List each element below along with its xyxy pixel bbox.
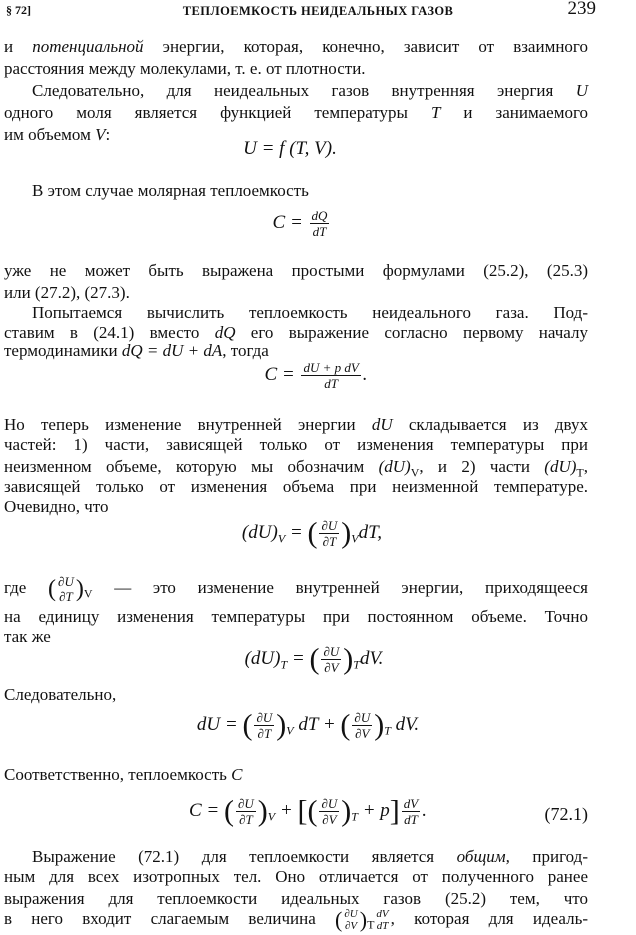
text-line: ным для всех изотропных тел. Оно отличается от полученного ранее	[4, 867, 588, 886]
text-line: выражения для теплоемкости идеальных газов (25.2) тем, что	[4, 889, 588, 908]
text-line: В этом случае молярная теплоемкость	[32, 181, 309, 200]
text-line: Выражение (72.1) для теплоемкости является общим, пригод-	[32, 847, 588, 866]
text-line: расстояния между молекулами, т. е. от плотности.	[4, 59, 366, 78]
page-number: 239	[567, 0, 596, 19]
text-line: и потенциальной энергии, которая, конечно, зависит от взаимного	[4, 37, 588, 56]
text-line: термодинамики dQ = dU + dA, тогда	[4, 341, 269, 360]
text-line: Соответственно, теплоемкость C	[4, 765, 243, 784]
equation-dU-V: $(dU)_V$ = ( $\frac{\partial U}{\partial T}$ )$_VdT$,	[241, 516, 383, 550]
equation-dU-total: dU = ( $\frac{\partial U}{\partial T}$ )$_V$ dT + ( $\frac{\partial U}{\partial V}$ )$_T$ dV.	[196, 708, 420, 742]
equation-heat-capacity: C = $\frac{\text{dU + p dV}}{dT}$ .	[264, 360, 368, 391]
running-title: ТЕПЛОЕМКОСТЬ НЕИДЕАЛЬНЫХ ГАЗОВ	[182, 4, 454, 18]
equation-molar-heat: C = $\frac{dQ}{dT}$	[272, 208, 328, 239]
section-marker: § 72]	[6, 3, 31, 17]
equation-dU-T: $(dU)_T$ = ( $\frac{\partial U}{\partial V}$ )$_TdV$.	[244, 642, 384, 676]
text-line: неизменном объеме, которую мы обозначим $(dU)_V$, и 2) части $(dU)_T$,	[4, 457, 588, 480]
text-line: Следовательно, для неидеальных газов внутренняя энергия U	[32, 81, 588, 100]
equation-internal-energy: U = f (T, V).	[243, 138, 337, 159]
text-line: так же	[4, 627, 51, 646]
text-line: в него входит слагаемым величина ( ∂U ∂V )$_T$ dV dT , которая для идеаль-	[4, 907, 588, 933]
equation-number: (72.1)	[544, 804, 588, 824]
text-line: на единицу изменения температуры при постоянном объеме. Точно	[4, 607, 588, 626]
text-line: одного моля является функцией температуры T и занимаемого	[4, 103, 589, 122]
text-line: уже не может быть выражена простыми формулами (25.2), (25.3)	[4, 261, 588, 280]
text-line: Попытаемся вычислить теплоемкость неидеального газа. Под-	[32, 303, 588, 322]
text-line: частей: 1) части, зависящей только от изменения температуры при	[4, 435, 588, 454]
text-line: им объемом V:	[4, 125, 111, 144]
text-line: ставим в (24.1) вместо dQ его выражение согласно первому началу	[4, 323, 588, 342]
text-line: или (27.2), (27.3).	[4, 283, 130, 302]
text-line: Но теперь изменение внутренней энергии dU складывается из двух	[4, 415, 588, 434]
equation-72-1: C = ( $\frac{\partial U}{\partial T}$ )$_V$ + [( $\frac{\partial U}{\partial V}$ )$_T + p$] $\frac{dV}{dT}$ .	[188, 794, 427, 828]
text-line: зависящей только от изменения объема при неизменной температуре.	[4, 477, 588, 496]
text-line: Следовательно,	[4, 685, 117, 704]
page-header	[0, 0, 636, 28]
text-line: где ( ∂U ∂T )$_V$ — это изменение внутренней энергии, приходящееся	[4, 574, 588, 604]
text-line: Очевидно, что	[4, 497, 109, 516]
